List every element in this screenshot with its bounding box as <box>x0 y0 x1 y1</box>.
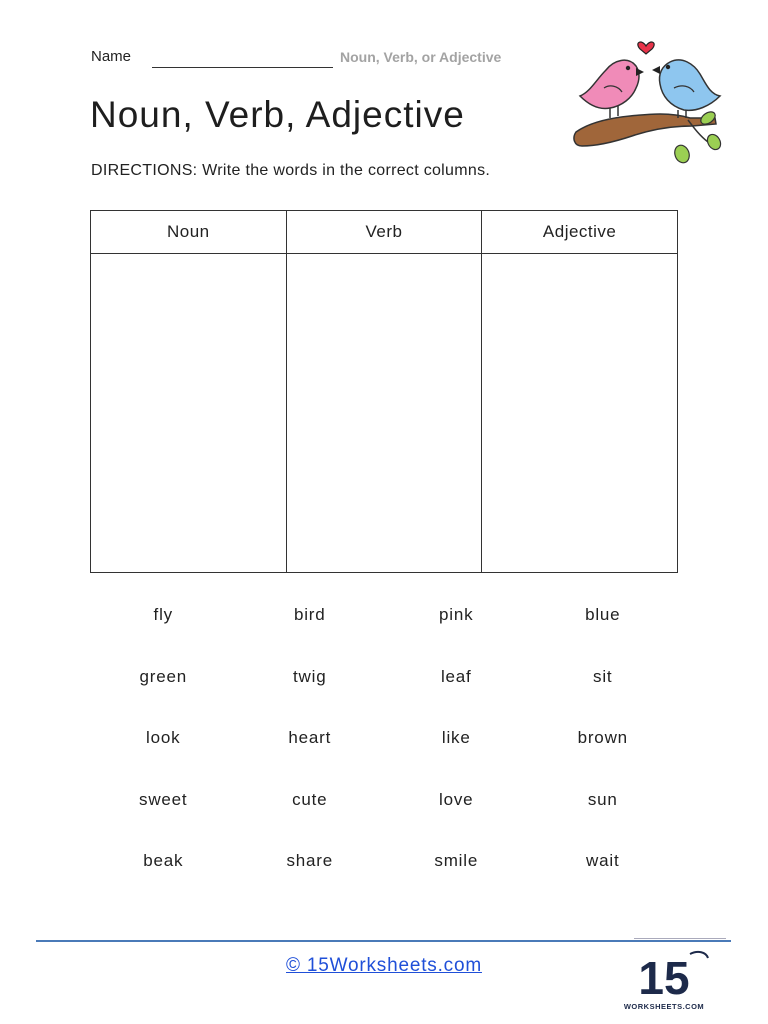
word-row <box>90 728 676 790</box>
word-bank <box>90 605 676 913</box>
page-title: Noun, Verb, Adjective <box>90 94 465 135</box>
word-item: share <box>286 851 334 870</box>
word-item: beak <box>143 851 184 870</box>
noun-answer-cell[interactable] <box>91 254 287 573</box>
word-item: sweet <box>139 789 188 809</box>
worksheet-subtitle: Noun, Verb, or Adjective <box>340 49 502 65</box>
name-label: Name <box>91 48 132 65</box>
word-row <box>90 667 676 729</box>
leaf-shape <box>672 143 691 165</box>
word-item: pink <box>439 605 474 624</box>
adjective-answer-cell[interactable] <box>482 254 678 573</box>
footer-divider-accent <box>634 938 726 939</box>
word-item: smile <box>434 851 479 870</box>
word-item: heart <box>288 728 332 747</box>
word-item: look <box>146 728 181 747</box>
footer-copyright-link[interactable]: © 15Worksheets.com <box>286 955 482 976</box>
column-header-adjective: Adjective <box>482 211 678 254</box>
footer-divider <box>36 940 731 942</box>
word-item: love <box>439 789 474 809</box>
word-item: sun <box>587 789 618 809</box>
word-item: cute <box>292 789 328 809</box>
word-item: brown <box>577 728 628 747</box>
word-item: bird <box>293 605 326 624</box>
sorting-table <box>90 210 678 573</box>
word-item: twig <box>293 666 327 686</box>
word-item: like <box>441 728 471 747</box>
directions-text: DIRECTIONS: Write the words in the correct columns. <box>91 162 491 179</box>
logo-number: 15 <box>638 952 690 1004</box>
word-row <box>90 605 676 667</box>
word-row <box>90 851 676 913</box>
word-item: green <box>139 666 187 686</box>
leaf-shape <box>705 132 723 152</box>
15worksheets-logo <box>623 948 724 1012</box>
logo-text: WORKSHEETS.COM <box>623 1002 705 1011</box>
word-item: blue <box>585 605 621 624</box>
word-item: sit <box>593 666 613 686</box>
verb-answer-cell[interactable] <box>286 254 482 573</box>
pink-bird-shape <box>580 60 639 108</box>
word-item: wait <box>586 851 620 870</box>
column-header-verb: Verb <box>286 211 482 254</box>
branch-shape <box>574 114 716 146</box>
love-birds-on-branch-icon <box>570 34 730 168</box>
column-header-noun: Noun <box>91 211 287 254</box>
word-row <box>90 790 676 852</box>
name-line[interactable] <box>152 67 333 68</box>
word-item: fly <box>153 605 173 624</box>
word-item: leaf <box>440 666 472 686</box>
heart-icon <box>638 42 654 54</box>
